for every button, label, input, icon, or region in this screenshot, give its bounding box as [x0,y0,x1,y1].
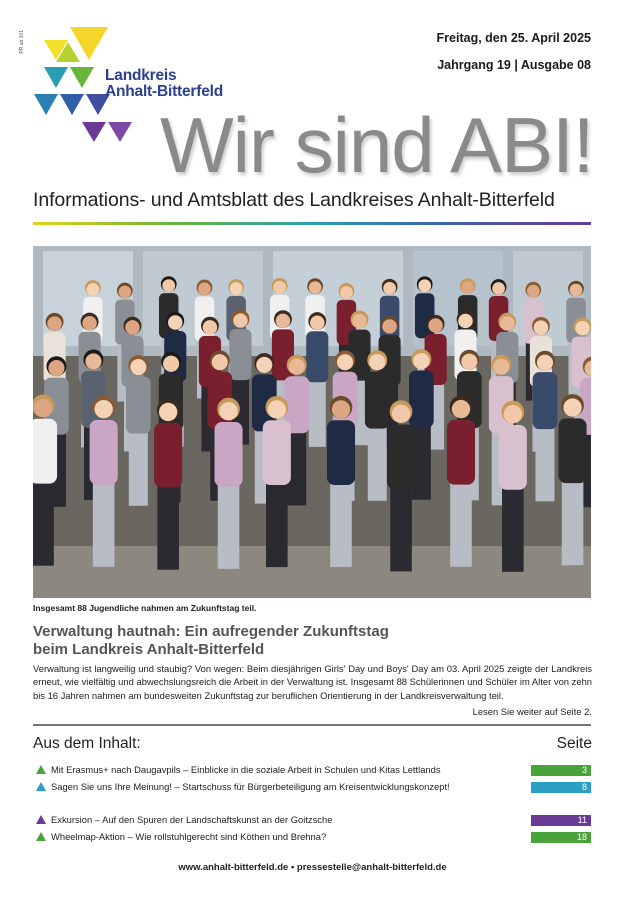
student-figure [154,398,182,569]
section-divider [33,724,591,726]
logo-triangle [70,67,94,88]
student-figure [327,396,355,567]
logo-triangle [44,67,68,88]
triangle-bullet-icon [36,765,46,774]
lead-headline-line-2: beim Landkreis Anhalt-Bitterfeld [33,641,265,658]
toc-item-text: Wheelmap-Aktion – Wie rollstuhlgerecht sind Köthen und Brehna? [51,831,327,842]
logo-triangle [34,94,58,115]
logo-triangle [60,94,84,115]
student-figure [533,351,558,502]
toc-item[interactable] [33,814,591,827]
triangle-bullet-icon [36,815,46,824]
triangle-bullet-icon [36,782,46,791]
toc-title: Aus dem Inhalt: [33,735,141,752]
footer-contact[interactable]: www.anhalt-bitterfeld.de • pressestelle@anhalt-bitterfeld.de [178,862,447,873]
toc-item[interactable] [33,764,591,777]
student-figure [214,398,242,569]
student-figure [126,355,151,506]
toc-item[interactable] [33,831,591,844]
group-photo-illustration [33,246,591,598]
toc-page-label: Seite [556,735,592,752]
student-figure [306,312,328,447]
logo-wordmark [105,68,223,100]
student-figure [33,395,57,566]
toc-item-page: 3 [531,765,591,776]
student-figure [387,400,415,571]
print-code: PR ab 101 [19,30,25,54]
toc-item-text: Sagen Sie uns Ihre Meinung! – Startschuss für Bürgerbeteiligung am Kreisentwicklungskonzept! [51,781,450,792]
masthead-title: Wir sind ABI! [160,101,594,189]
toc-item[interactable] [33,781,591,794]
toc-item-text: Exkursion – Auf den Spuren der Landschaftskunst an der Goitzsche [51,814,333,825]
student-figure [559,394,587,565]
toc-item-page: 11 [531,815,591,826]
toc-item-page: 18 [531,832,591,843]
student-figure [499,401,527,572]
read-more-link[interactable]: Lesen Sie weiter auf Seite 2. [472,706,592,717]
rainbow-divider [33,222,591,225]
issue-date: Freitag, den 25. April 2025 [436,31,591,45]
logo-line-2: Anhalt-Bitterfeld [105,83,224,100]
lead-headline [33,623,593,659]
logo-triangle [108,122,132,142]
issue-number: Jahrgang 19 | Ausgabe 08 [437,58,591,72]
toc-item-page: 8 [531,782,591,793]
lead-headline-line-1: Verwaltung hautnah: Ein aufregender Zukunftstag [33,623,389,640]
group-photo [33,246,591,598]
photo-caption: Insgesamt 88 Jugendliche nahmen am Zukunftstag teil. [33,603,257,613]
logo-line-1: Landkreis [105,67,177,84]
student-figure [263,396,291,567]
masthead-subtitle: Informations- und Amtsblatt des Landkreises Anhalt-Bitterfeld [33,189,555,211]
student-figure [90,396,118,567]
lead-body: Verwaltung ist langweilig und staubig? Von wegen: Beim diesjährigen Girls' Day und Boys' Day am 03. April 2025 zeigte der Landkreis erneut, wie vielfältig und abwechslungsreich die Arbeit in der Verwaltung ist. Insgesamt 88 Schülerinnen und Schüler im Alter von zehn bis 16 Jahren nahmen am bundesweiten Zukunftstag zur beruflichen Orientierung in der Landkreisverwaltung teil. [33,663,592,701]
student-figure [447,396,475,567]
student-figure [365,350,390,501]
logo-triangle [82,122,106,142]
toc-item-text: Mit Erasmus+ nach Daugavpils – Einblicke in die soziale Arbeit in Schulen und Kitas Lettlands [51,764,441,775]
triangle-bullet-icon [36,832,46,841]
